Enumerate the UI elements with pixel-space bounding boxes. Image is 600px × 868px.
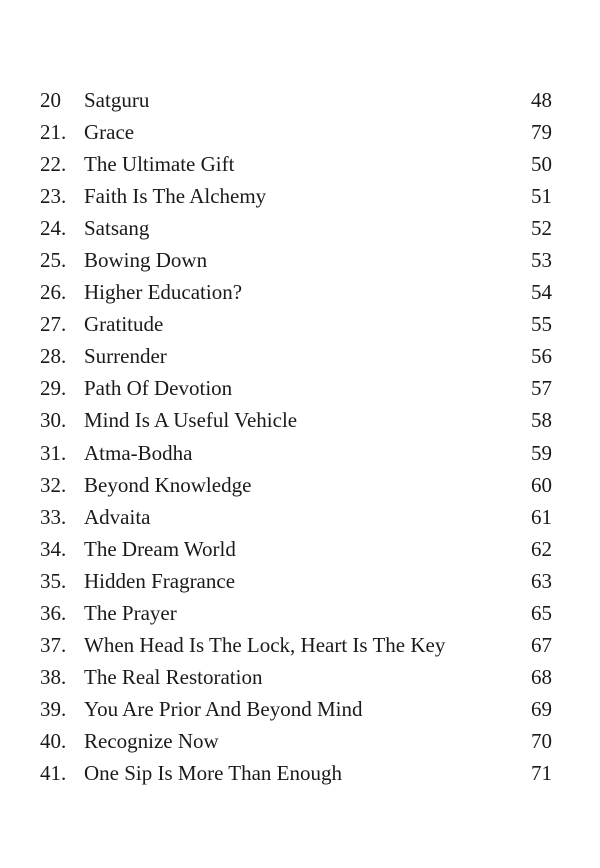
chapter-title: Bowing Down: [84, 248, 208, 273]
toc-entry: [40, 308, 552, 340]
chapter-title: Atma-Bodha: [84, 440, 193, 465]
chapter-title: Advaita: [84, 504, 151, 529]
chapter-number: 31.: [40, 440, 67, 465]
chapter-title: Satsang: [84, 216, 150, 241]
chapter-title: Beyond Knowledge: [84, 472, 252, 497]
page-number: 62: [531, 536, 552, 561]
toc-entry: [40, 661, 552, 693]
chapter-number: 28.: [40, 344, 67, 369]
chapter-number: 24.: [40, 216, 67, 241]
page-number: 56: [531, 344, 552, 369]
toc-entry: [40, 84, 552, 116]
toc-entry: [40, 725, 552, 757]
page-number: 79: [531, 120, 552, 145]
page-number: 54: [531, 280, 552, 305]
chapter-title: The Prayer: [84, 600, 177, 625]
toc-entry: [40, 404, 552, 436]
page-number: 48: [531, 88, 552, 112]
chapter-number: 25.: [40, 248, 67, 273]
chapter-title: Recognize Now: [84, 728, 219, 753]
page-number: 70: [531, 728, 552, 753]
page-number: 53: [531, 248, 552, 273]
chapter-title: Satguru: [84, 88, 150, 112]
page-number: 69: [531, 696, 552, 721]
toc-entry: [40, 757, 552, 789]
page-number: 58: [531, 408, 552, 433]
chapter-number: 33.: [40, 504, 67, 529]
chapter-number: 27.: [40, 312, 67, 337]
chapter-title: The Real Restoration: [84, 664, 263, 689]
page-number: 60: [531, 472, 552, 497]
toc-entry: [40, 180, 552, 212]
table-of-contents: [40, 84, 552, 789]
chapter-title: Mind Is A Useful Vehicle: [84, 408, 298, 433]
page-number: 67: [531, 632, 552, 657]
page-number: 71: [531, 760, 552, 785]
chapter-number: 40.: [40, 728, 67, 753]
toc-entry: [40, 469, 552, 501]
chapter-number: 35.: [40, 568, 67, 593]
chapter-number: 30.: [40, 408, 67, 433]
toc-entry: [40, 148, 552, 180]
toc-entry: [40, 565, 552, 597]
page-number: 52: [531, 216, 552, 241]
page-number: 57: [531, 376, 552, 401]
page-number: 61: [531, 504, 552, 529]
chapter-title: When Head Is The Lock, Heart Is The Key: [84, 632, 446, 657]
toc-entry: [40, 372, 552, 404]
toc-entry: [40, 533, 552, 565]
toc-entry: [40, 597, 552, 629]
page-number: 63: [531, 568, 552, 593]
toc-entry: [40, 340, 552, 372]
toc-entry: [40, 629, 552, 661]
chapter-title: The Dream World: [84, 536, 236, 561]
chapter-title: The Ultimate Gift: [84, 152, 235, 177]
toc-entry: [40, 212, 552, 244]
page-number: 59: [531, 440, 552, 465]
toc-entry: [40, 437, 552, 469]
chapter-title: You Are Prior And Beyond Mind: [84, 696, 363, 721]
toc-entry: [40, 693, 552, 725]
toc-entry: [40, 276, 552, 308]
chapter-number: 26.: [40, 280, 67, 305]
chapter-number: 20: [40, 88, 61, 112]
chapter-title: Path Of Devotion: [84, 376, 233, 401]
chapter-number: 37.: [40, 632, 67, 657]
toc-entry: [40, 501, 552, 533]
chapter-title: Gratitude: [84, 312, 164, 337]
chapter-number: 23.: [40, 184, 67, 209]
chapter-number: 41.: [40, 760, 67, 785]
toc-entry: [40, 244, 552, 276]
page-number: 68: [531, 664, 552, 689]
chapter-number: 21.: [40, 120, 67, 145]
page-number: 50: [531, 152, 552, 177]
chapter-number: 34.: [40, 536, 67, 561]
chapter-number: 22.: [40, 152, 67, 177]
chapter-number: 29.: [40, 376, 67, 401]
chapter-number: 38.: [40, 664, 67, 689]
chapter-number: 36.: [40, 600, 67, 625]
toc-entry: [40, 116, 552, 148]
chapter-number: 39.: [40, 696, 67, 721]
page-number: 65: [531, 600, 552, 625]
chapter-title: Higher Education?: [84, 280, 243, 305]
chapter-title: Grace: [84, 120, 135, 145]
page-number: 51: [531, 184, 552, 209]
chapter-title: Faith Is The Alchemy: [84, 184, 267, 209]
page-number: 55: [531, 312, 552, 337]
chapter-title: Surrender: [84, 344, 167, 369]
chapter-title: One Sip Is More Than Enough: [84, 760, 342, 785]
chapter-title: Hidden Fragrance: [84, 568, 236, 593]
chapter-number: 32.: [40, 472, 67, 497]
